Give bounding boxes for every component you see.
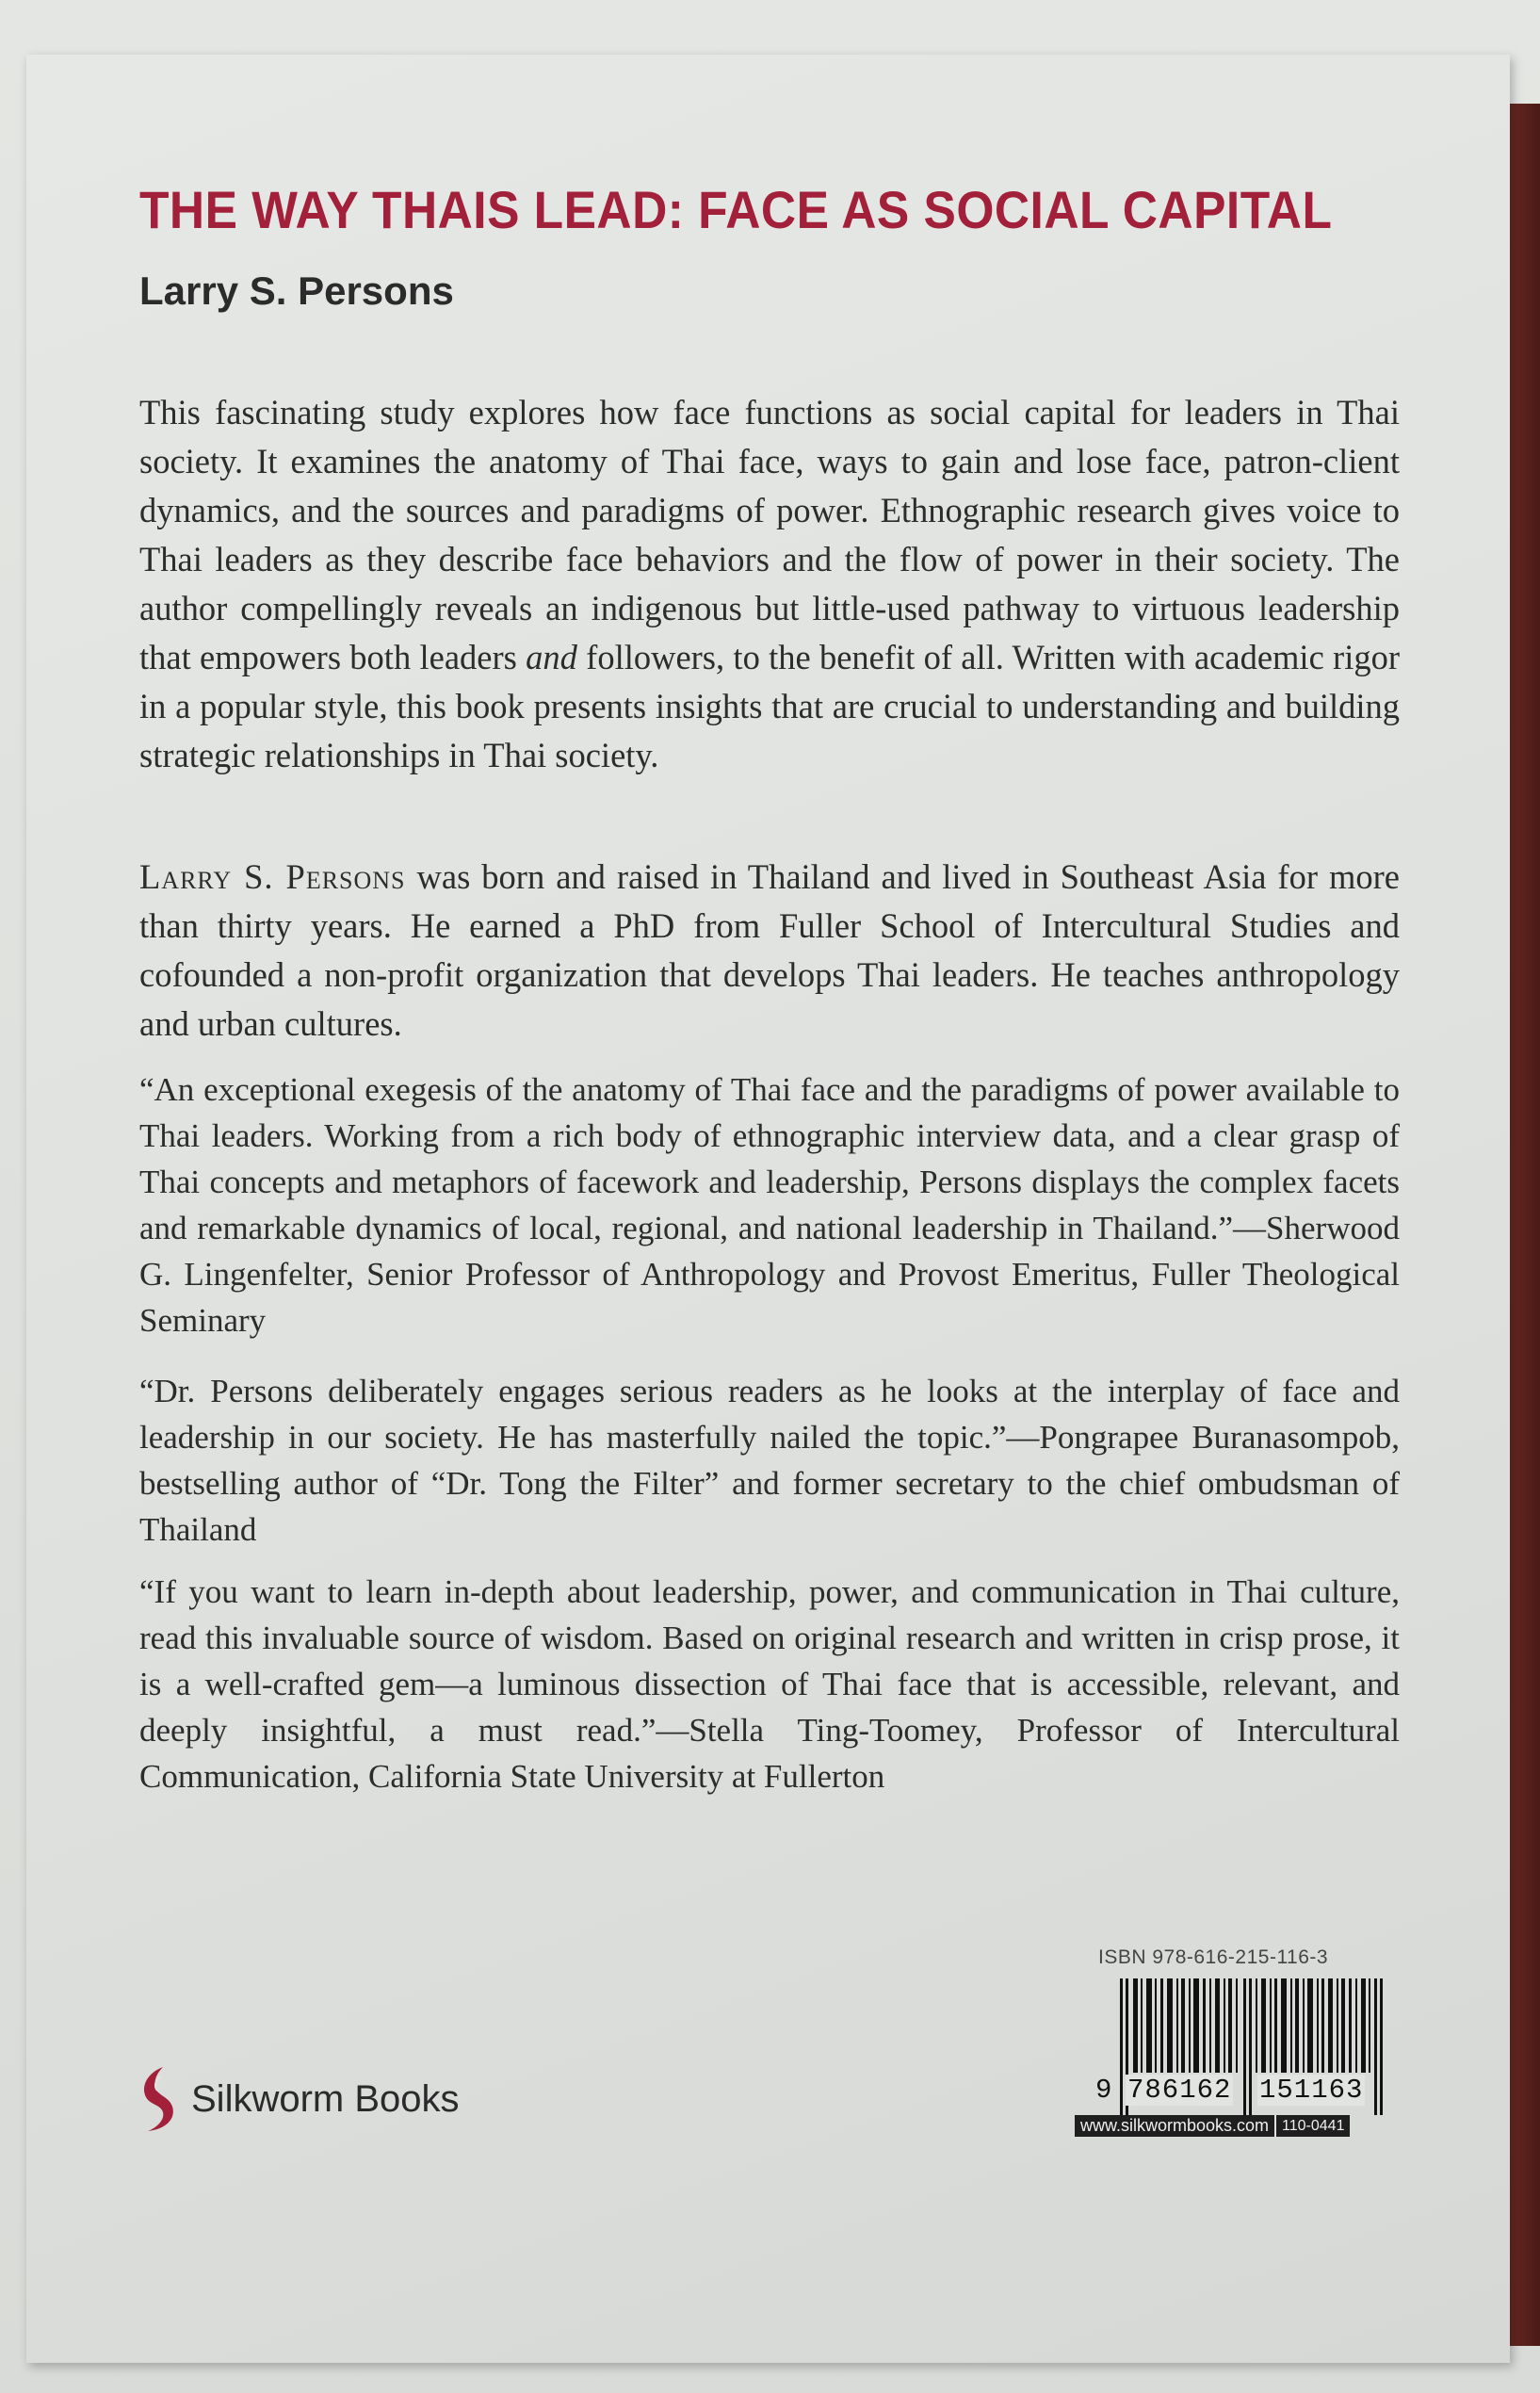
product-code: 110-0441 [1282, 2117, 1345, 2134]
description-text-2: followers, to the benefit of all. Written with academic rigor in a popular style, this book presents insights that are crucial to understanding and building strategic relationships in Thai society. [139, 638, 1401, 774]
barcode-digits-left: 786162 [1127, 2075, 1232, 2106]
author-bio [139, 853, 1400, 1049]
barcode-digits-right: 151163 [1259, 2075, 1364, 2106]
author-name: Larry S. Persons [139, 269, 454, 313]
barcode-digit-first: 9 [1095, 2075, 1113, 2106]
endorsement-quote: “If you want to learn in-depth about leadership, power, and communication in Thai culture, read this invaluable source of wisdom. Based on original research and written in crisp prose, it is a well-crafted gem—a luminous dissection of Thai face that is accessible, relevant, and deeply insightful, a must read.”—Stella Ting-Toomey, Professor of Intercultural Communication, California State University at Fullerton [139, 1573, 1400, 1795]
book-spine-edge [1507, 104, 1540, 2346]
publisher-url: www.silkwormbooks.com [1080, 2116, 1270, 2135]
book-description [139, 388, 1400, 780]
bio-author-name: Larry S. Persons [139, 857, 406, 896]
description-text-1: This fascinating study explores how face functions as social capital for leaders in Thai society. It examines the anatomy of Thai face, ways to gain and lose face, patron-client dynamics, and the sources and paradigms of power. Ethnographic research gives voice to Thai leaders as they describe face behaviors and the flow of power in their society. The author compellingly reveals an indigenous but little-used pathway to virtuous leadership that empowers both leaders [139, 393, 1400, 676]
silkworm-logo-icon [135, 2063, 180, 2135]
endorsement-quote: “An exceptional exegesis of the anatomy of Thai face and the paradigms of power available to Thai leaders. Working from a rich body of ethnographic interview data, and a clear grasp of Thai concepts and metaphors of facework and leadership, Persons displays the complex facets and remarkable dynamics of local, regional, and national leadership in Thailand.”—Sherwood G. Lingenfelter, Senior Professor of Anthropology and Provost Emeritus, Fuller Theological Seminary [139, 1071, 1400, 1339]
description-emphasis: and [526, 638, 577, 676]
barcode-digits [1095, 2075, 1400, 2199]
publisher-url-bar [1075, 2115, 1350, 2137]
endorsement-quote: “Dr. Persons deliberately engages serious readers as he looks at the interplay of face and leadership in our society. He has masterfully nailed the topic.”—Pongrapee Buranasompob, bestselling author of “Dr. Tong the Filter” and former secretary to the chief ombudsman of Thailand [139, 1373, 1400, 1548]
isbn-number: ISBN 978-616-215-116-3 [1098, 1946, 1329, 1968]
publisher-name: Silkworm Books [191, 2077, 460, 2120]
publisher-logo [135, 2063, 460, 2135]
bio-text: was born and raised in Thailand and lived in Southeast Asia for more than thirty years. He earned a PhD from Fuller School of Intercultural Studies and cofounded a non-profit organization that develops Thai leaders. He teaches anthropology and urban cultures. [139, 857, 1400, 1043]
book-title: THE WAY THAIS LEAD: FACE AS SOCIAL CAPITAL [139, 180, 1333, 239]
